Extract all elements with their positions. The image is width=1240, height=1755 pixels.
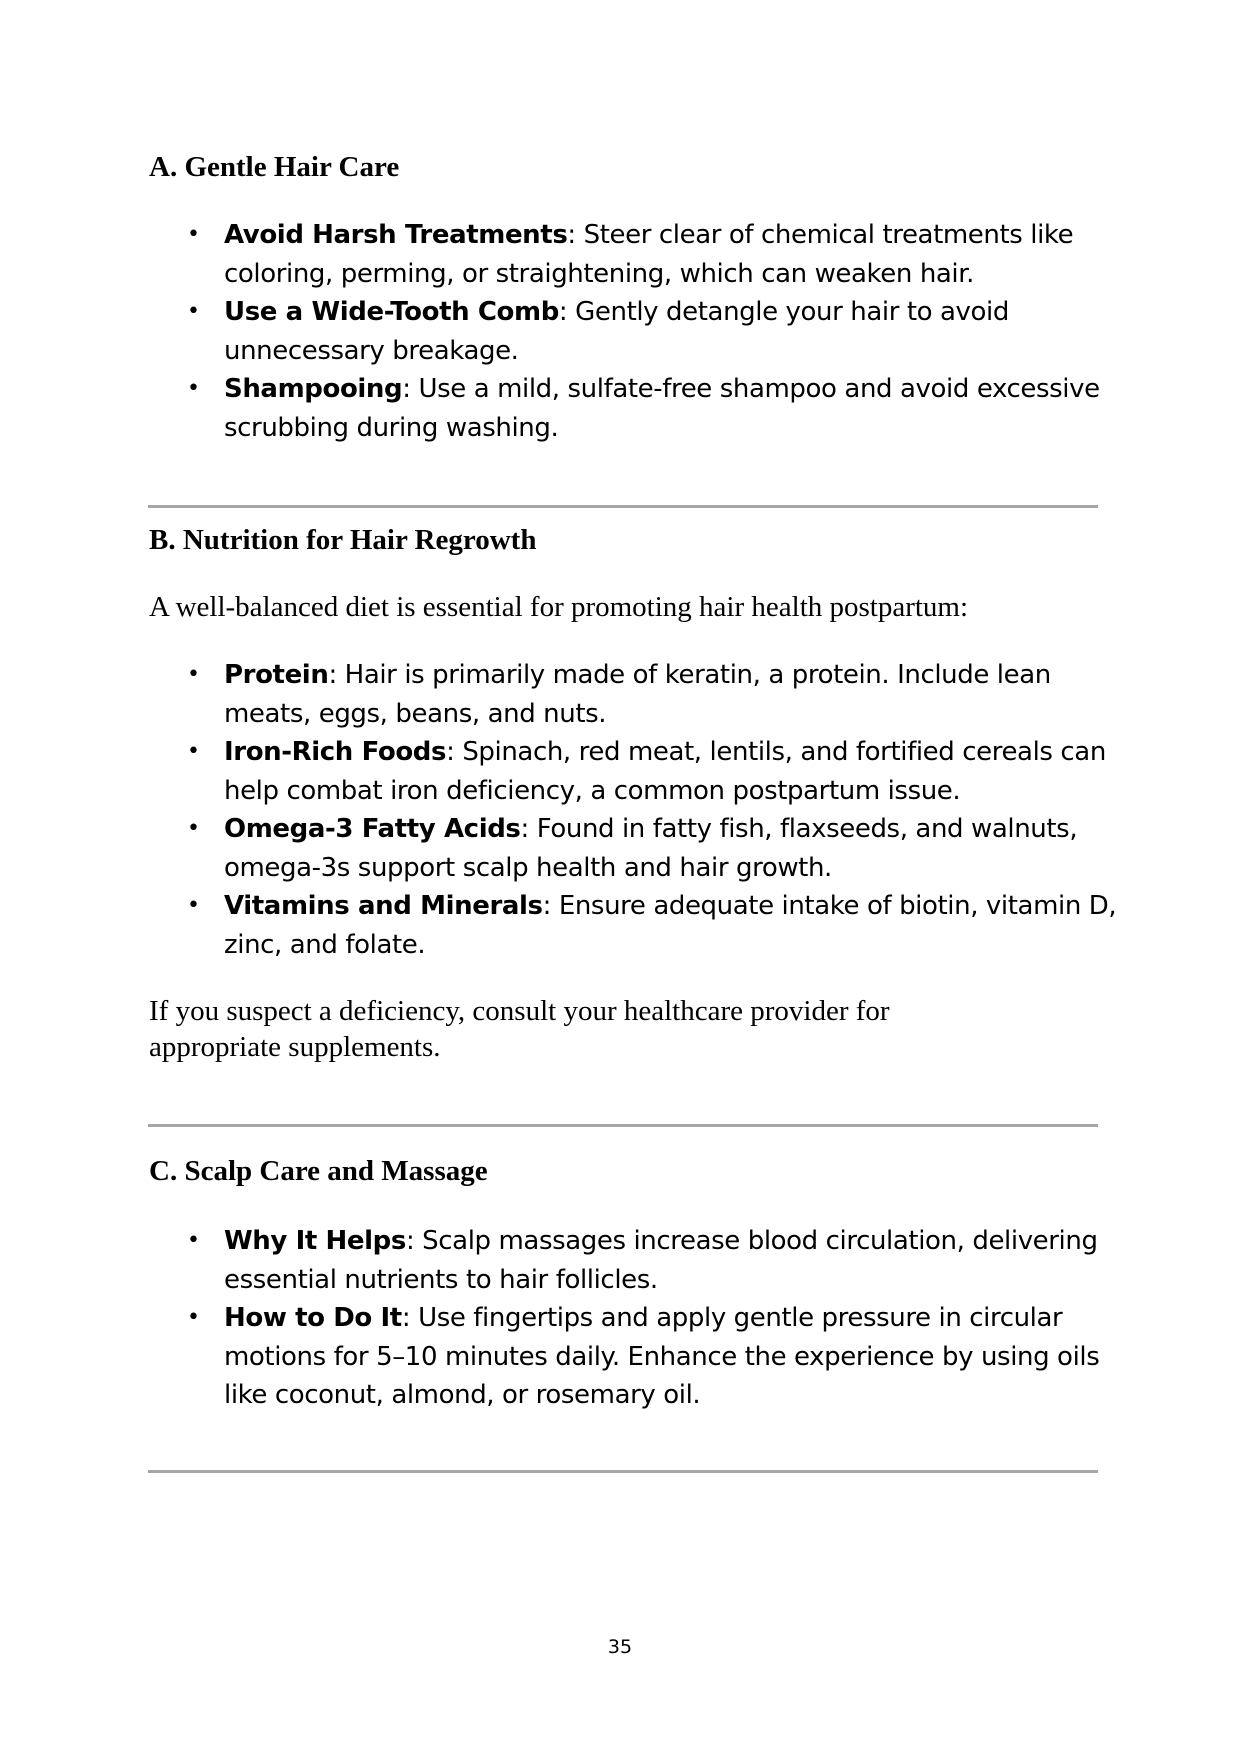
list-item-text: : Spinach, red meat, lentils, and fortified cereals can help combat iron deficiency, a common postpartum issue.: [224, 737, 1106, 806]
section-divider: [148, 1124, 1098, 1127]
gentle-hair-care-list: [0, 216, 1240, 447]
nutrition-outro: If you suspect a deficiency, consult your healthcare provider for appropriate supplements.: [149, 995, 890, 1063]
section-heading-scalp-care: C. Scalp Care and Massage: [149, 1155, 488, 1187]
section-divider: [148, 505, 1098, 508]
bullet-icon: •: [187, 662, 200, 687]
list-item-term: Omega-3 Fatty Acids: [224, 814, 521, 844]
list-item-term: Use a Wide-Tooth Comb: [224, 297, 559, 327]
page-number: 35: [607, 1636, 633, 1658]
bullet-icon: •: [187, 739, 200, 764]
nutrition-intro: A well-balanced diet is essential for promoting hair health postpartum:: [149, 591, 969, 623]
scalp-care-list: [0, 1222, 1240, 1415]
list-item: [0, 370, 1240, 447]
bullet-icon: •: [187, 222, 200, 247]
bullet-icon: •: [187, 816, 200, 841]
bullet-icon: •: [187, 1305, 200, 1330]
section-heading-gentle-hair-care: A. Gentle Hair Care: [149, 151, 400, 183]
bullet-icon: •: [187, 376, 200, 401]
list-item-text: : Scalp massages increase blood circulation, delivering essential nutrients to hair follicles.: [224, 1226, 1098, 1295]
bullet-icon: •: [187, 893, 200, 918]
list-item: [0, 293, 1240, 370]
bullet-icon: •: [187, 299, 200, 324]
list-item-text: : Use a mild, sulfate-free shampoo and avoid excessive scrubbing during washing.: [224, 374, 1100, 443]
section-heading-nutrition: B. Nutrition for Hair Regrowth: [149, 524, 537, 556]
list-item-text: : Found in fatty fish, flaxseeds, and walnuts, omega-3s support scalp health and hair growth.: [224, 814, 1078, 883]
list-item: [0, 887, 1240, 964]
nutrition-list: [0, 656, 1240, 964]
list-item: [0, 810, 1240, 887]
list-item-term: Protein: [224, 660, 329, 690]
list-item-text: : Hair is primarily made of keratin, a protein. Include lean meats, eggs, beans, and nuts.: [224, 660, 1051, 729]
list-item: [0, 1299, 1240, 1415]
list-item-text: : Ensure adequate intake of biotin, vitamin D, zinc, and folate.: [224, 891, 1117, 960]
list-item-text: : Gently detangle your hair to avoid unnecessary breakage.: [224, 297, 1009, 366]
bullet-icon: •: [187, 1228, 200, 1253]
section-divider: [148, 1470, 1098, 1473]
list-item: [0, 733, 1240, 810]
list-item-term: Iron-Rich Foods: [224, 737, 447, 767]
list-item-term: Why It Helps: [224, 1226, 406, 1256]
list-item-term: Avoid Harsh Treatments: [224, 220, 568, 250]
list-item-term: How to Do It: [224, 1303, 402, 1333]
list-item: [0, 216, 1240, 293]
list-item-term: Vitamins and Minerals: [224, 891, 543, 921]
list-item: [0, 656, 1240, 733]
list-item-term: Shampooing: [224, 374, 403, 404]
list-item-text: : Steer clear of chemical treatments like coloring, perming, or straightening, which can weaken hair.: [224, 220, 1074, 289]
list-item-text: : Use fingertips and apply gentle pressure in circular motions for 5–10 minutes daily. Enhance the experience by using oils like coconut, almond, or rosemary oil.: [224, 1303, 1100, 1410]
list-item: [0, 1222, 1240, 1299]
